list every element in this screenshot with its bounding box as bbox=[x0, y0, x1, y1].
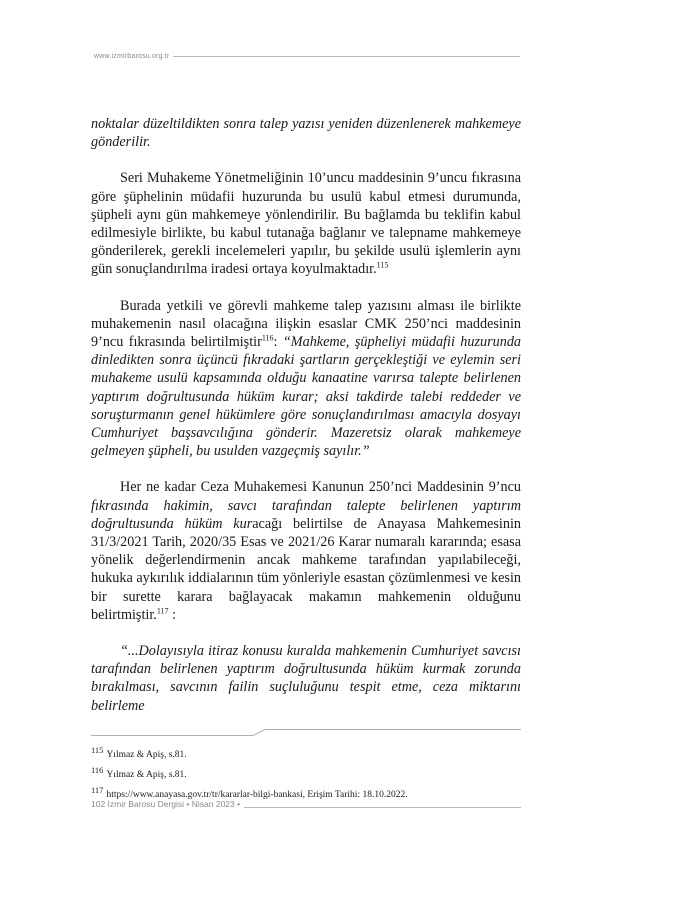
header-url: www.izmirbarosu.org.tr bbox=[94, 53, 170, 60]
paragraph-4-text: acağı belirtilse de Anayasa Mahkemesinin 31/3/2021 Tarih, 2020/35 Esas ve 2021/26 Karar numaralı kararında; esasa yönelik değerlendirmenin ancak mahkeme tarafından yapılabileceği, hukuka aykırılık iddialarının tüm yönleriyle esastan çözümlenmesi ve kesin bir surette karara bağlayacak makamın mahkemenin olduğunu belirtmiştir. bbox=[91, 515, 522, 623]
paragraph-1 bbox=[91, 115, 521, 151]
paragraph-2-text: Seri Muhakeme Yönetmeliğinin 10’uncu maddesinin 9’uncu fıkrasına göre şüphelinin müdafii huzurunda bu usulü kabul etmesi durumunda, şüpheli aynı gün mahkemeye yönlendirilir. Bu bağlamda bu teklifin kabul edilmesiyle birlikte, bu kabul tutanağa bağlanır ve talepname mahkemeye gönderilerek, gerekli incelemeleri yapılır, bu şekilde usulü işlemlerin aynı gün sonuçlandırılma iradesi ortaya koyulmaktadır. bbox=[91, 170, 521, 278]
footnote-115 bbox=[91, 745, 521, 765]
footer-text: 102 İzmir Barosu Dergisi • Nisan 2023 • bbox=[91, 799, 241, 809]
footnote-number: 117 bbox=[91, 784, 104, 795]
footnote-ref-115[interactable]: 115 bbox=[376, 260, 389, 270]
paragraph-4-italic: fıkrasında hakimin, savcı tarafından talepte belirlenen yaptırım doğrultusunda hüküm kur bbox=[91, 497, 521, 532]
paragraph-5-quote: “...Dolayısıyla itiraz konusu kuralda mahkemenin Cumhuriyet savcısı tarafından belirlenen yaptırım doğrultusunda hüküm kurmak zorunda bırakılması, savcının failin suçluluğunu tespit etme, ceza miktarını belirleme bbox=[91, 643, 521, 714]
footnote-text: Yılmaz & Apiş, s.81. bbox=[106, 770, 187, 780]
footnote-number: 116 bbox=[91, 764, 104, 775]
paragraph-3 bbox=[91, 297, 521, 461]
paragraph-5 bbox=[91, 642, 521, 715]
footnotes bbox=[91, 745, 521, 805]
footnote-number: 115 bbox=[91, 744, 104, 755]
paragraph-3-quote: “Mahkeme, şüpheliyi müdafii huzurunda dinledikten sonra üçüncü fıkradaki şartların gerçekleştiği ve eylemin seri muhakeme usulü kapsamında olduğu kanaatine varırsa talepte belirlenen yaptırım doğrultusunda hüküm kurar; aksi takdirde talebi reddeder ve soruşturmanın genel hükümlere göre sonuçlandırılması amacıyla dosyayı Cumhuriyet başsavcılığına gönderir. Mazeretsiz olarak mahkemeye gelmeyen şüpheli, bu usulden vazgeçmiş sayılır.” bbox=[91, 334, 522, 460]
footnote-ref-116[interactable]: 116 bbox=[261, 333, 274, 343]
paragraph-3-colon: : bbox=[273, 334, 283, 351]
footnote-ref-117[interactable]: 117 bbox=[156, 606, 169, 616]
page-header bbox=[94, 53, 520, 60]
footnote-link[interactable]: https://www.anayasa.gov.tr/tr/kararlar-bilgi-bankasi, Erişim Tarihi: 18.10.2022. bbox=[106, 790, 408, 800]
page-footer bbox=[91, 799, 521, 809]
paragraph-2 bbox=[91, 169, 521, 278]
paragraph-1-text: noktalar düzeltildikten sonra talep yazısı yeniden düzenlenerek mahkemeye gönderilir. bbox=[91, 116, 521, 151]
footnote-divider bbox=[91, 728, 521, 742]
paragraph-4-tail: : bbox=[168, 606, 177, 623]
body-text bbox=[91, 115, 521, 715]
footnote-text: Yılmaz & Apiş, s.81. bbox=[106, 750, 187, 760]
paragraph-3-text: Burada yetkili ve görevli mahkeme talep yazısını alması ile birlikte muhakemenin nasıl olacağına ilişkin esaslar CMK 250’nci maddesinin 9’ncu fıkrasında belirtilmiştir bbox=[91, 297, 521, 351]
paragraph-4-lead: Her ne kadar Ceza Muhakemesi Kanunun 250’nci Maddesinin 9’ncu bbox=[120, 479, 521, 496]
footnote-116 bbox=[91, 765, 521, 785]
header-rule bbox=[173, 56, 520, 57]
footer-rule bbox=[244, 807, 521, 808]
paragraph-4 bbox=[91, 478, 521, 624]
